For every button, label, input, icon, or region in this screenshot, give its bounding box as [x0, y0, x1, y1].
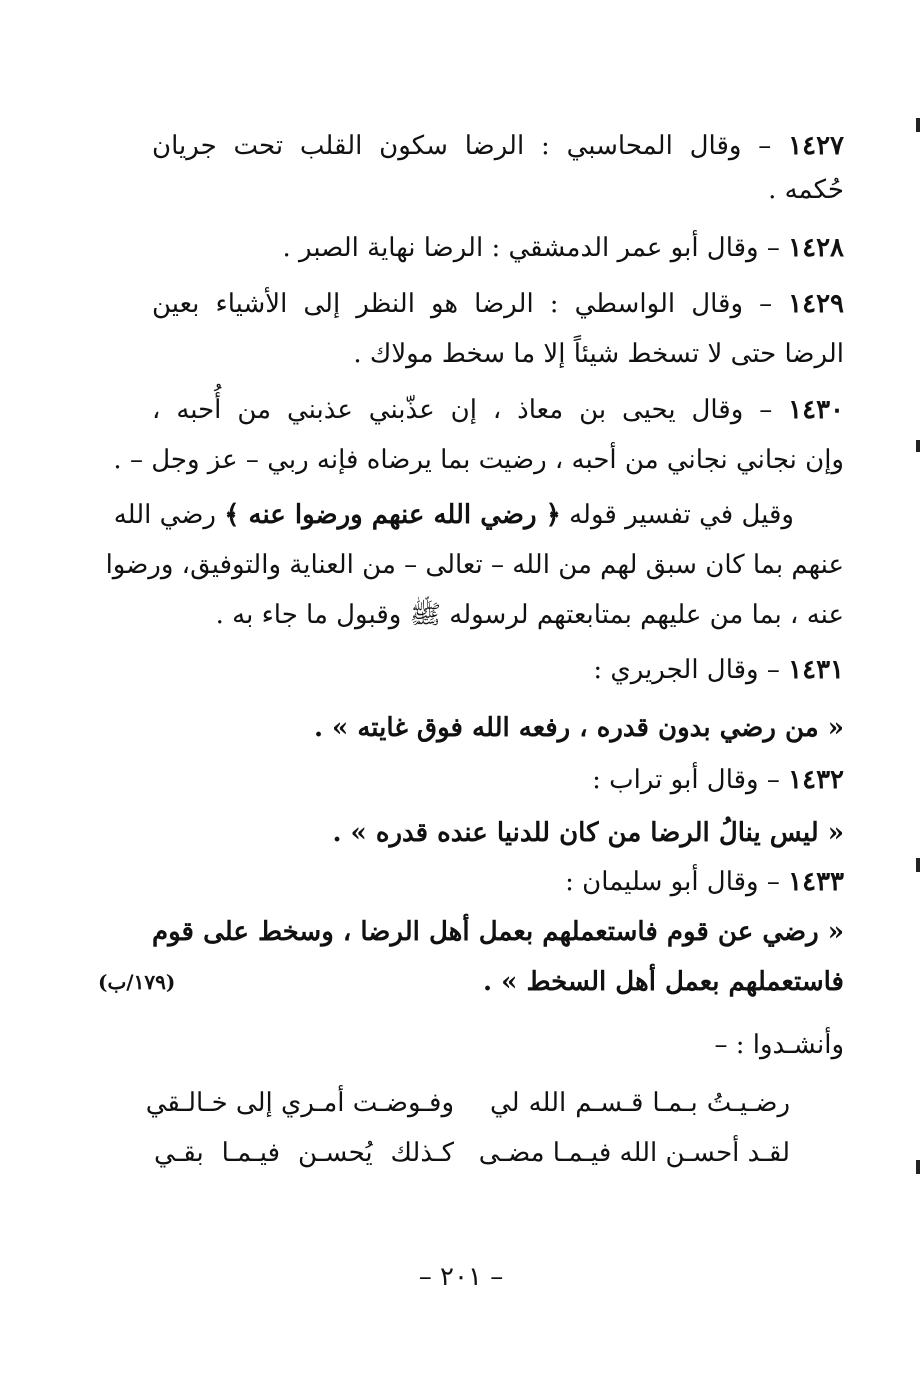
entry-1431-line-1	[152, 650, 844, 690]
poem-line-2-hemistich-2: كـذلك يُحسـن فيـمـا بقـي	[154, 1138, 454, 1168]
entry-text: – وقال الجريري :	[593, 655, 789, 685]
entry-1433-quote-line-2: فاستعملهم بعمل أهل السخط » .	[483, 967, 844, 997]
entry-1428-line-1	[152, 228, 844, 268]
entry-number: ١٤٣٢	[788, 765, 844, 795]
tafsir-suffix: رضي الله	[113, 500, 216, 530]
entry-number: ١٤٢٩	[788, 289, 844, 319]
entry-text: – وقال يحيى بن معاذ ، إن عذّبني عذبني من أُحبه ،	[152, 395, 789, 425]
entry-1429-line-1	[152, 284, 844, 324]
entry-1433-line-1	[152, 862, 844, 902]
entry-1430-line-1	[152, 390, 844, 430]
poem-line-2-hemistich-1: لقـد أحسـن الله فيـمـا مضـى	[478, 1138, 790, 1168]
scan-edge-mark	[916, 1160, 920, 1174]
quran-verse: ﴿ رضي الله عنهم ورضوا عنه ﴾	[224, 500, 561, 530]
entry-1427-line-2: حُكمه .	[768, 175, 844, 205]
entry-number: ١٤٣٣	[788, 867, 844, 897]
tafsir-prefix: وقيل في تفسير قوله	[569, 500, 794, 530]
poem-line-1-hemistich-1: رضـيـتُ بـمـا قـسـم الله لي	[490, 1088, 790, 1118]
scan-edge-mark	[916, 118, 920, 132]
entry-number: ١٤٢٨	[788, 233, 844, 263]
entry-1431-quote: « من رضي بدون قدره ، رفعه الله فوق غايته » .	[313, 713, 844, 743]
poem-line-1-hemistich-2: وفـوضـت أمـري إلى خـالـقي	[145, 1088, 454, 1118]
entry-number: ١٤٣١	[788, 655, 844, 685]
entry-text: – وقال أبو تراب :	[592, 765, 789, 795]
entry-1429-line-2: الرضا حتى لا تسخط شيئاً إلا ما سخط مولاك .	[353, 339, 844, 369]
entry-number: ١٤٢٧	[788, 131, 844, 161]
tafsir-line-3: عنه ، بما من عليهم بمتابعتهم لرسوله ﷺ وقبول ما جاء به .	[215, 600, 844, 630]
ansha-intro: وأنشـدوا : –	[714, 1030, 844, 1060]
entry-text: – وقال أبو عمر الدمشقي : الرضا نهاية الصبر .	[282, 233, 789, 263]
entry-text: – وقال أبو سليمان :	[565, 867, 789, 897]
scan-edge-mark	[916, 858, 920, 872]
tafsir-line-1	[113, 495, 844, 535]
entry-1427-line-1	[152, 126, 844, 166]
entry-text: – وقال المحاسبي : الرضا سكون القلب تحت جريان	[152, 131, 789, 161]
entry-1432-line-1	[152, 760, 844, 800]
entry-1430-line-2: وإن نجاني نجاني من أحبه ، رضيت بما يرضاه فإنه ربي – عز وجل – .	[113, 445, 844, 475]
entry-1432-quote: « ليس ينالُ الرضا من كان للدنيا عنده قدره » .	[332, 818, 844, 848]
entry-text: – وقال الواسطي : الرضا هو النظر إلى الأشياء بعين	[152, 289, 789, 319]
scan-edge-mark	[916, 440, 920, 452]
page-number: – ٢٠١ –	[418, 1262, 504, 1292]
entry-1433-quote-line-1: « رضي عن قوم فاستعملهم بعمل أهل الرضا ، وسخط على قوم	[152, 917, 844, 947]
tafsir-line-2: عنهم بما كان سبق لهم من الله – تعالى – من العناية والتوفيق، ورضوا	[105, 550, 844, 580]
entry-number: ١٤٣٠	[788, 395, 844, 425]
folio-marker: (١٧٩/ب)	[98, 970, 176, 994]
